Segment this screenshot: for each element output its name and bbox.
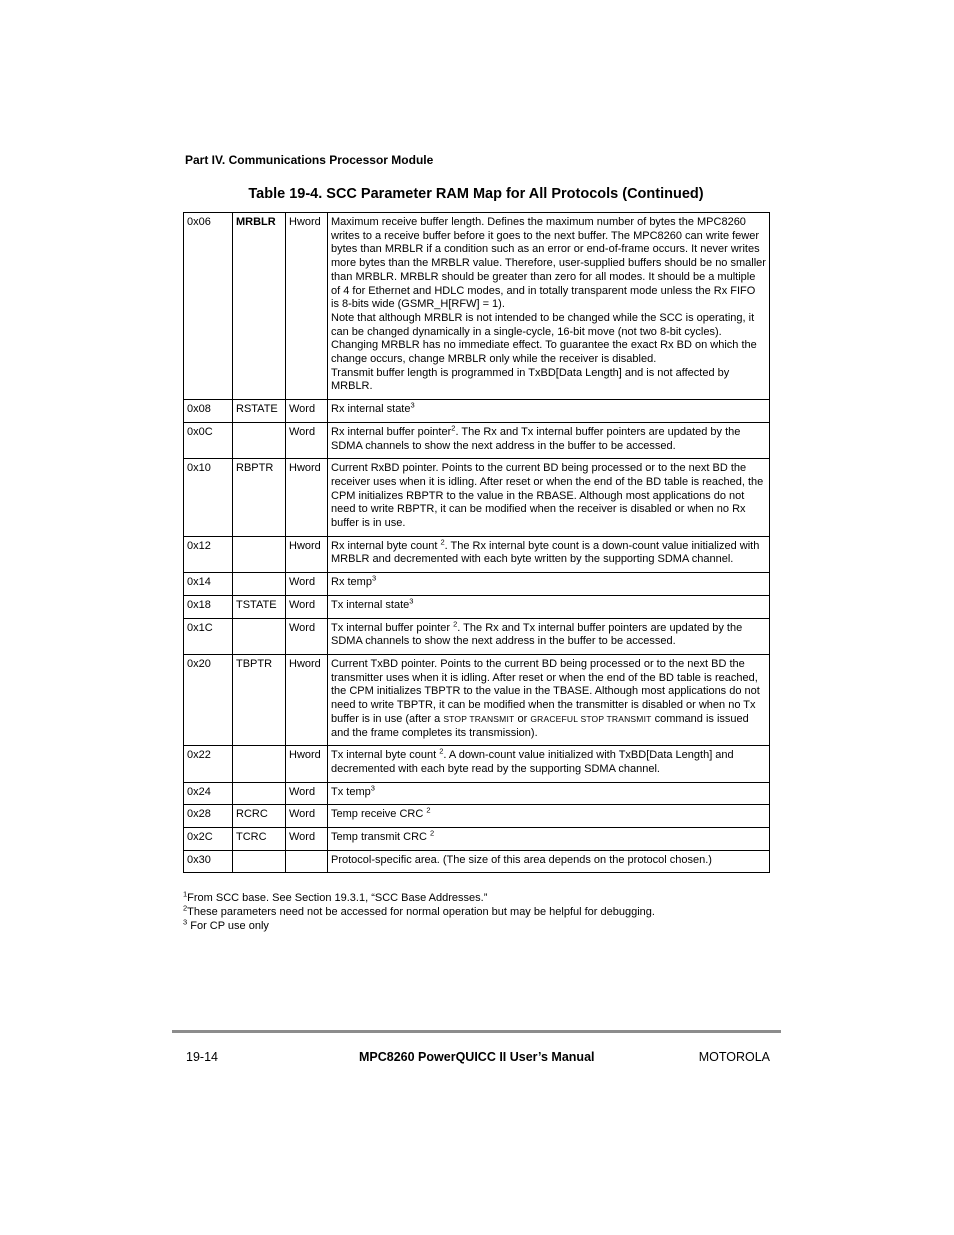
width-cell: Word <box>286 573 328 596</box>
table-row <box>184 618 770 654</box>
description-paragraph <box>331 462 766 531</box>
description-text: Tx internal state <box>331 598 410 611</box>
name-cell <box>233 573 286 596</box>
name-cell <box>233 618 286 654</box>
footnote-text: For CP use only <box>187 920 269 932</box>
description-text: Tx internal byte count <box>331 749 440 762</box>
description-text: . A down-count value initialized with TxBD[Data Length] and decremented with each byte read by the supporting SDMA channel. <box>331 749 734 775</box>
name-cell <box>233 746 286 782</box>
table-row <box>184 213 770 400</box>
description-cell <box>328 828 770 851</box>
name-cell: RBPTR <box>233 459 286 537</box>
footnote-reference: 3 <box>409 596 414 606</box>
description-paragraph <box>331 400 766 417</box>
description-cell <box>328 595 770 618</box>
width-cell: Hword <box>286 654 328 745</box>
description-text: Protocol-specific area. (The size of this area depends on the protocol chosen.) <box>331 853 712 866</box>
company-name: MOTOROLA <box>698 1050 770 1064</box>
footnote-reference: 3 <box>370 782 375 792</box>
description-text: Note that although MRBLR is not intended to be changed while the SCC is operating, it can be changed dynamically in a single-cycle, 16-bit move (not two 8-bit cycles). Changing MRBLR has no immediate effect. To guarantee the exact Rx BD on which the change occurs, change MRBLR only while the receiver is disabled. <box>331 311 757 366</box>
offset-cell: 0x14 <box>184 573 233 596</box>
description-text: . The Rx and Tx internal buffer pointers are updated by the SDMA channels to show the next address in the buffer to be accessed. <box>331 621 743 648</box>
description-text: Temp transmit CRC <box>331 831 431 844</box>
footnote-mark: 1 <box>183 889 188 899</box>
description-text: command is issued and the frame completes its transmission). <box>331 712 749 739</box>
description-paragraph <box>331 828 766 845</box>
description-paragraph <box>331 782 766 800</box>
description-text: Rx internal byte count <box>331 539 441 552</box>
table-row <box>184 595 770 618</box>
description-text: Transmit buffer length is programmed in TxBD[Data Length] and is not affected by MRBLR. <box>331 366 730 393</box>
description-text: Rx temp <box>331 576 372 589</box>
name-cell: TCRC <box>233 828 286 851</box>
manual-title: MPC8260 PowerQUICC II User’s Manual <box>359 1050 595 1064</box>
name-cell: RCRC <box>233 805 286 828</box>
footnote-reference: 2 <box>451 423 456 433</box>
command-name: GRACEFUL STOP TRANSMIT <box>530 713 652 724</box>
table-row <box>184 746 770 782</box>
description-paragraph <box>331 746 766 776</box>
description-paragraph <box>331 537 766 567</box>
parameter-ram-table <box>183 212 770 873</box>
footnote-reference: 2 <box>430 828 435 838</box>
description-cell <box>328 654 770 745</box>
width-cell: Word <box>286 828 328 851</box>
name-cell: TSTATE <box>233 595 286 618</box>
offset-cell: 0x18 <box>184 595 233 618</box>
footnote-reference: 2 <box>426 805 431 815</box>
offset-cell: 0x20 <box>184 654 233 745</box>
width-cell: Word <box>286 595 328 618</box>
description-paragraph <box>331 618 766 649</box>
offset-cell: 0x2C <box>184 828 233 851</box>
description-cell <box>328 213 770 400</box>
offset-cell: 0x30 <box>184 850 233 873</box>
footnotes <box>183 891 655 933</box>
table-row <box>184 422 770 458</box>
offset-cell: 0x08 <box>184 400 233 423</box>
offset-cell: 0x22 <box>184 746 233 782</box>
description-paragraph <box>331 658 766 740</box>
width-cell: Word <box>286 400 328 423</box>
table-row <box>184 805 770 828</box>
description-paragraph <box>331 216 766 312</box>
description-paragraph <box>331 573 766 590</box>
description-cell <box>328 459 770 537</box>
footnote-reference: 3 <box>371 573 377 583</box>
width-cell: Hword <box>286 459 328 537</box>
description-cell <box>328 782 770 805</box>
name-cell <box>233 536 286 572</box>
footnote-mark: 3 <box>183 917 188 927</box>
description-cell <box>328 805 770 828</box>
offset-cell: 0x24 <box>184 782 233 805</box>
description-cell <box>328 536 770 572</box>
width-cell: Word <box>286 422 328 458</box>
offset-cell: 0x12 <box>184 536 233 572</box>
width-cell: Word <box>286 805 328 828</box>
table-row <box>184 828 770 851</box>
description-cell <box>328 400 770 423</box>
description-paragraph <box>331 312 766 367</box>
footnote-text: From SCC base. See Section 19.3.1, “SCC Base Addresses.” <box>187 892 488 904</box>
description-text: Rx internal buffer pointer <box>331 425 452 438</box>
table-row <box>184 782 770 805</box>
width-cell: Hword <box>286 746 328 782</box>
offset-cell: 0x06 <box>184 213 233 400</box>
footnote-reference: 2 <box>440 537 445 547</box>
table-row <box>184 400 770 423</box>
parameter-ram-table-body <box>184 213 770 873</box>
name-cell <box>233 422 286 458</box>
table-row <box>184 850 770 873</box>
width-cell: Word <box>286 618 328 654</box>
offset-cell: 0x1C <box>184 618 233 654</box>
footnote-reference: 2 <box>453 618 458 628</box>
footer-rule <box>172 1030 781 1033</box>
width-cell: Hword <box>286 213 328 400</box>
name-cell <box>233 850 286 873</box>
description-cell <box>328 422 770 458</box>
description-text: Maximum receive buffer length. Defines the maximum number of bytes the MPC8260 writes to a receive buffer before it goes to the next buffer. The MPC8260 can write fewer bytes than MRBLR if a condition such as an error or end-of-frame occurs. It never writes more bytes than the MRBLR value. Therefore, user-supplied buffers should be no smaller than MRBLR. MRBLR should be greater than zero for all modes. It should be a multiple of 4 for Ethernet and HDLC modes, and in totally transparent mode unless the Rx FIFO is 8-bits wide (GSMR_H[RFW] = 1). <box>331 216 766 311</box>
description-paragraph <box>331 805 766 822</box>
table-row <box>184 536 770 572</box>
description-text: Temp receive CRC <box>331 808 427 821</box>
description-paragraph <box>331 367 766 394</box>
offset-cell: 0x0C <box>184 422 233 458</box>
footnote-2 <box>183 905 655 919</box>
section-header: Part IV. Communications Processor Module <box>185 153 434 167</box>
description-paragraph <box>331 423 766 453</box>
name-cell <box>233 782 286 805</box>
description-text: Tx temp <box>331 785 371 798</box>
description-text: or <box>514 712 531 725</box>
footnote-3 <box>183 919 655 933</box>
footnote-1 <box>183 891 655 905</box>
name-cell: MRBLR <box>233 213 286 400</box>
description-text: Current RxBD pointer. Points to the current BD being processed or to the next BD the receiver uses when it is idling. After reset or when the end of the BD table is reached, the CPM initializes RBPTR to the value in the RBASE. Although most applications do not need to write RBPTR, it can be modified when the receiver is disabled or when no Rx buffer is in use. <box>331 462 764 530</box>
offset-cell: 0x10 <box>184 459 233 537</box>
footnote-text: These parameters need not be accessed for normal operation but may be helpful for debugging. <box>187 906 655 918</box>
description-text: Rx internal state <box>331 403 411 416</box>
description-text: . The Rx and Tx internal buffer pointers are updated by the SDMA channels to show the next address in the buffer to be accessed. <box>331 425 741 452</box>
description-cell <box>328 850 770 873</box>
name-cell: TBPTR <box>233 654 286 745</box>
width-cell: Hword <box>286 536 328 572</box>
footnote-reference: 2 <box>439 746 444 756</box>
description-text: Tx internal buffer pointer <box>331 621 454 634</box>
page-number: 19-14 <box>186 1050 218 1064</box>
description-paragraph <box>331 596 766 613</box>
table-row <box>184 654 770 745</box>
table-row <box>184 573 770 596</box>
description-text: Current TxBD pointer. Points to the current BD being processed or to the next BD the transmitter uses when it is idling. After reset or when the end of the BD table is reached, the CPM initializes TBPTR to the value in the TBASE. Although most applications do not need to write TBPTR, it can be modified when the transmitter is disabled or when no Tx buffer is in use (after a <box>331 657 760 725</box>
name-cell: RSTATE <box>233 400 286 423</box>
width-cell <box>286 850 328 873</box>
offset-cell: 0x28 <box>184 805 233 828</box>
description-cell <box>328 618 770 654</box>
table-title: Table 19-4. SCC Parameter RAM Map for All Protocols (Continued) <box>248 186 704 202</box>
table-row <box>184 459 770 537</box>
width-cell: Word <box>286 782 328 805</box>
description-text: . The Rx internal byte count is a down-count value initialized with MRBLR and decremented with each byte written by the supporting SDMA channel. <box>331 539 760 566</box>
description-paragraph <box>331 854 766 868</box>
description-cell <box>328 746 770 782</box>
footnote-reference: 3 <box>410 400 415 410</box>
command-name: STOP TRANSMIT <box>443 713 515 724</box>
description-cell <box>328 573 770 596</box>
footnote-mark: 2 <box>183 903 188 913</box>
